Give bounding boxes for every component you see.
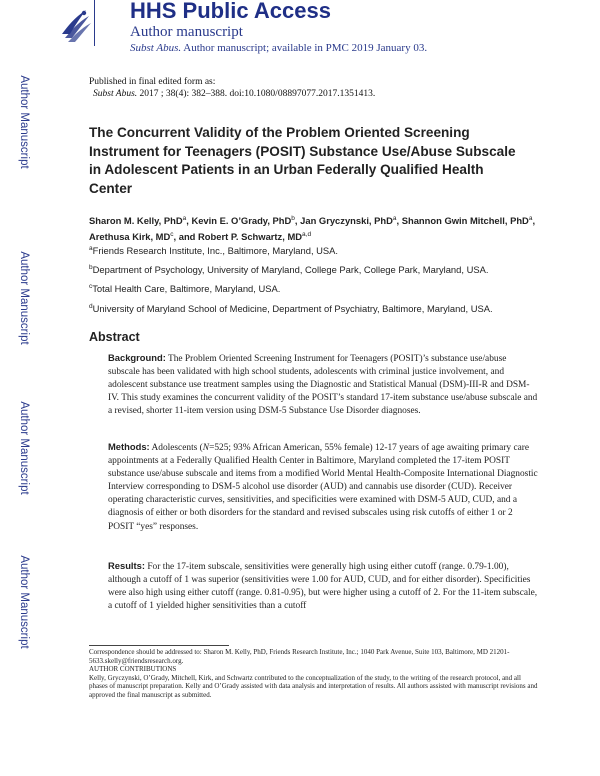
side-label-author-manuscript: Author Manuscript <box>18 75 30 169</box>
published-citation <box>89 88 375 100</box>
affiliation: $^d$University of Maryland School of Medicine, Department of Psychiatry, Baltimore, Maryland, USA. <box>89 303 493 315</box>
article-title: The Concurrent Validity of the Problem Oriented Screening Instrument for Teenagers (POSIT) Substance Use/Abuse Subscale in Adolescent Patients in an Urban Federally Qualified Health Center <box>89 125 516 196</box>
author: Sharon M. Kelly, PhD$^a$, <box>89 215 192 227</box>
background-label: Background: <box>108 352 166 363</box>
side-label-author-manuscript: Author Manuscript <box>18 555 30 649</box>
header-divider <box>94 0 95 46</box>
abstract-heading: Abstract <box>89 330 140 344</box>
methods-label: Methods: <box>108 441 150 452</box>
affiliation: $^b$Department of Psychology, University of Maryland, College Park, College Park, Maryland, USA. <box>89 264 489 276</box>
header-citation-rest: Author manuscript; available in PMC 2019 January 03. <box>181 42 428 54</box>
results-label: Results: <box>108 560 145 571</box>
author-list <box>89 212 539 244</box>
author: Arethusa Kirk, $MD^c$, and <box>89 231 199 243</box>
abstract-methods: Methods: Adolescents (N=525; 93% African American, 55% female) 12-17 years of age awaiting primary care appointments at a Federally Qualified Health Center in Baltimore, Maryland completed the 17-item POSIT substance use/abuse subscale and items from a modified World Mental Health-Composite International Diagnostic Interview corresponding to DSM-5 alcohol use disorder (AUD) and cannabis use disorder (CUD). Receiver operating characteristic curves, sensitivities, and specificities were examined with DSM-5 AUD, CUD, and a diagnosis of either or both disorders for the standard and revised subscales using risk cutoffs of either 1 or 2 POSIT “yes” responses. <box>108 441 538 532</box>
abstract-results: Results: For the 17-item subscale, sensitivities were generally high using either cutoff (range. 0.79-1.00), although a cutoff of 1 was superior (sensitivities were 1.00 for AUD, CUD, and for either disorder). Specificities were also high using either cutoff (range. 0.81-0.95), but were higher using a cutoff of 2. For the 11-item subscale, a cutoff of 1 yielded higher sensitivities than a cutoff <box>108 560 538 612</box>
published-info <box>89 76 375 100</box>
published-journal: Subst Abus. <box>93 89 138 99</box>
author: Shannon Gwin Mitchell, PhD$^a$, <box>401 215 536 227</box>
published-label: Published in final edited form as: <box>89 77 216 87</box>
header-subtitle: Author manuscript <box>130 24 243 40</box>
author: Robert P. Schwartz, MD$^{a,d}$ <box>198 231 312 243</box>
header-title: HHS Public Access <box>130 0 331 23</box>
correspondence-note: Correspondence should be addressed to: Sharon M. Kelly, PhD, Friends Research Institute, Inc.; 1040 Park Avenue, Suite 103, Baltimore, MD 21201-5633.skelly@friendsresearch.org. <box>89 648 510 665</box>
footnotes <box>89 648 539 700</box>
contributions-heading: AUTHOR CONTRIBUTIONS <box>89 665 177 674</box>
header-citation <box>130 42 427 54</box>
footnote-rule <box>89 645 229 646</box>
abstract-background: Background: The Problem Oriented Screening Instrument for Teenagers (POSIT)’s substance use/abuse subscale has been validated with high school students, adolescents with criminal justice involvement, and adolescent substance use treatment samples using the Diagnostic and Statistical Manual (DSM)-III-R and DSM-IV. This study examines the concurrent validity of the POSIT’s standard 17-item substance use/abuse subscale and a revised, shorter 11-item version using DSM-5 Substance Use Disorder diagnoses. <box>108 352 538 417</box>
side-label-author-manuscript: Author Manuscript <box>18 401 30 495</box>
author: Kevin E. O’Grady, PhD$^b$, <box>191 215 301 227</box>
published-details: 2017 ; 38(4): 382–388. doi:10.1080/08897077.2017.1351413. <box>137 89 376 99</box>
contributions-text: Kelly, Gryczynski, O’Grady, Mitchell, Kirk, and Schwartz contributed to the conceptualization of the study, to the writing of the research protocol, and all phases of manuscript preparation. Kelly and O’Grady assisted with data analysis and interpretation of results. All authors assisted with manuscript revisions and approved the final manuscript as submitted. <box>89 673 538 699</box>
author: Jan Gryczynski, PhD$^a$, <box>300 215 402 227</box>
hhs-eagle-logo-icon <box>56 4 94 44</box>
header-citation-journal: Subst Abus. <box>130 42 182 54</box>
side-label-author-manuscript: Author Manuscript <box>18 251 30 345</box>
affiliation: $^c$Total Health Care, Baltimore, Maryland, USA. <box>89 283 281 295</box>
affiliation: $^a$Friends Research Institute, Inc., Baltimore, Maryland, USA. <box>89 245 339 257</box>
side-label-column <box>0 0 50 776</box>
